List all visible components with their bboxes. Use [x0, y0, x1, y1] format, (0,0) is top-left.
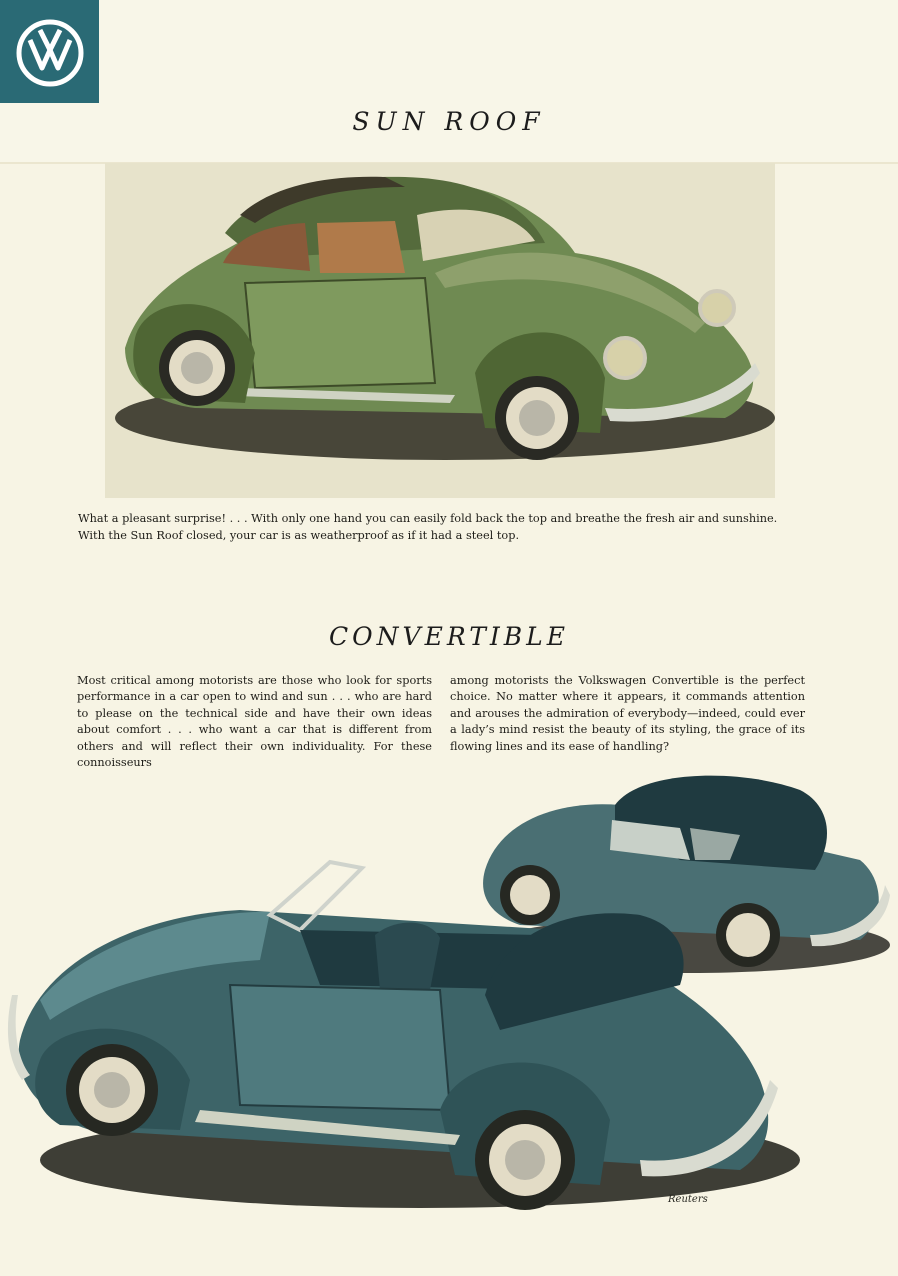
sunroof-title: SUN ROOF	[352, 107, 546, 136]
sunroof-caption-line2: With the Sun Roof closed, your car is as weatherproof as if it had a steel top.	[78, 529, 520, 542]
sunroof-caption-line1: What a pleasant surprise! . . . With only one hand you can easily fold back the top and breathe the fresh air and sunshine.	[78, 512, 778, 525]
convertible-title: CONVERTIBLE	[329, 622, 569, 651]
convertible-text-col2: among motorists the Volkswagen Convertible is the perfect choice. No matter where it appears, it commands attention and arouses the admiration of everybody—indeed, could ever a lady’s mind resist the beauty of its styling, the grace of its flowing lines and its ease of handling?	[450, 674, 805, 753]
convertible-text-col1: Most critical among motorists are those who look for sports performance in a car open to wind and sun . . . who are hard to please on the technical side and have their own ideas about comfort . . . who want a car that is different from others and will reflect their own individuality. For these connoisseurs	[77, 674, 432, 770]
artist-signature: Reuters	[668, 1194, 708, 1205]
